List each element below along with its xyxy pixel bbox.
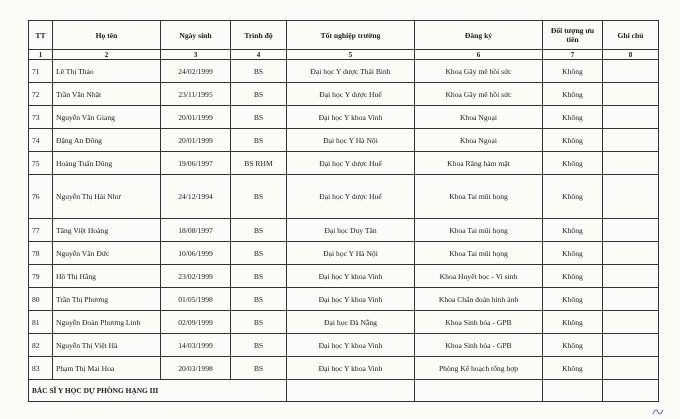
cell-register: Khoa Tai mũi họng: [415, 242, 543, 265]
cell-school: Đại học Y dược Thái Bình: [287, 60, 415, 83]
cell-tt: 73: [29, 106, 53, 129]
cell-dob: 24/12/1994: [161, 175, 231, 219]
cell-priority: Không: [543, 242, 603, 265]
header-note: Ghi chú: [603, 21, 659, 50]
cell-name: Hoàng Tuấn Dũng: [53, 152, 161, 175]
cell-register: Phòng Kế hoạch tổng hợp: [415, 357, 543, 380]
header-tt: TT: [29, 21, 53, 50]
cell-priority: Không: [543, 83, 603, 106]
cell-name: Nguyễn Văn Đức: [53, 242, 161, 265]
cell-level: BS RHM: [231, 152, 287, 175]
cell-name: Lê Thị Thảo: [53, 60, 161, 83]
table-row: [29, 334, 659, 357]
cell-note: [603, 60, 659, 83]
cell-note: [603, 311, 659, 334]
table-row: [29, 60, 659, 83]
cell-name: Trần Thị Phương: [53, 288, 161, 311]
cell-tt: 81: [29, 311, 53, 334]
cell-note: [603, 242, 659, 265]
cell-level: BS: [231, 83, 287, 106]
cell-register: Khoa Tai mũi họng: [415, 219, 543, 242]
cell-name: Nguyễn Đoàn Phương Linh: [53, 311, 161, 334]
table-row: [29, 357, 659, 380]
header-row: [29, 21, 659, 50]
cell-dob: 18/08/1997: [161, 219, 231, 242]
cell-register: Khoa Sinh hóa - GPB: [415, 334, 543, 357]
cell-name: Hồ Thị Hằng: [53, 265, 161, 288]
cell-priority: Không: [543, 60, 603, 83]
empty-cell: [415, 380, 543, 402]
cell-note: [603, 175, 659, 219]
table-row: [29, 175, 659, 219]
cell-level: BS: [231, 129, 287, 152]
cell-school: Đại học Y dược Huế: [287, 83, 415, 106]
header-register: Đăng ký: [415, 21, 543, 50]
cell-school: Đại học Y dược Huế: [287, 175, 415, 219]
cell-register: Khoa Sinh hóa - GPB: [415, 311, 543, 334]
cell-note: [603, 288, 659, 311]
cell-register: Khoa Chẩn đoán hình ảnh: [415, 288, 543, 311]
cell-dob: 19/06/1997: [161, 152, 231, 175]
col-number: 1: [29, 50, 53, 60]
cell-note: [603, 152, 659, 175]
table-row: [29, 242, 659, 265]
cell-dob: 23/02/1999: [161, 265, 231, 288]
cell-school: Đại học Y dược Huế: [287, 152, 415, 175]
section-title: BÁC SĨ Y HỌC DỰ PHÒNG HẠNG III: [29, 380, 287, 402]
cell-priority: Không: [543, 152, 603, 175]
cell-tt: 78: [29, 242, 53, 265]
cell-level: BS: [231, 311, 287, 334]
col-number: 5: [287, 50, 415, 60]
empty-cell: [543, 380, 603, 402]
cell-note: [603, 334, 659, 357]
cell-name: Nguyễn Thị Hải Như: [53, 175, 161, 219]
cell-tt: 83: [29, 357, 53, 380]
cell-dob: 20/01/1999: [161, 106, 231, 129]
cell-dob: 14/03/1999: [161, 334, 231, 357]
cell-level: BS: [231, 265, 287, 288]
cell-note: [603, 265, 659, 288]
table-row: [29, 265, 659, 288]
col-number: 7: [543, 50, 603, 60]
cell-level: BS: [231, 106, 287, 129]
cell-register: Khoa Gây mê hồi sức: [415, 83, 543, 106]
cell-dob: 20/01/1999: [161, 129, 231, 152]
empty-cell: [287, 380, 415, 402]
cell-name: Phạm Thị Mai Hoa: [53, 357, 161, 380]
table-row: [29, 311, 659, 334]
cell-priority: Không: [543, 334, 603, 357]
cell-name: Nguyễn Thị Việt Hà: [53, 334, 161, 357]
header-school: Tốt nghiệp trường: [287, 21, 415, 50]
section-row: [29, 380, 659, 402]
cell-school: Đại học Đà Nẵng: [287, 311, 415, 334]
cell-name: Đặng An Đông: [53, 129, 161, 152]
handwritten-mark: [652, 408, 664, 416]
cell-priority: Không: [543, 106, 603, 129]
cell-level: BS: [231, 175, 287, 219]
cell-school: Đại học Y khoa Vinh: [287, 334, 415, 357]
candidate-table: [28, 20, 659, 402]
cell-priority: Không: [543, 288, 603, 311]
cell-register: Khoa Ngoại: [415, 129, 543, 152]
cell-level: BS: [231, 288, 287, 311]
empty-cell: [603, 380, 659, 402]
cell-register: Khoa Huyết học - Vi sinh: [415, 265, 543, 288]
cell-level: BS: [231, 60, 287, 83]
cell-level: BS: [231, 242, 287, 265]
header-name: Họ tên: [53, 21, 161, 50]
table-row: [29, 129, 659, 152]
col-number: 2: [53, 50, 161, 60]
cell-tt: 76: [29, 175, 53, 219]
cell-note: [603, 83, 659, 106]
cell-school: Đại học Duy Tân: [287, 219, 415, 242]
col-number: 8: [603, 50, 659, 60]
cell-school: Đại học Y Hà Nội: [287, 129, 415, 152]
cell-note: [603, 357, 659, 380]
header-level: Trình độ: [231, 21, 287, 50]
table-row: [29, 152, 659, 175]
cell-tt: 79: [29, 265, 53, 288]
cell-level: BS: [231, 357, 287, 380]
cell-priority: Không: [543, 311, 603, 334]
header-dob: Ngày sinh: [161, 21, 231, 50]
cell-level: BS: [231, 219, 287, 242]
cell-register: Khoa Tai mũi họng: [415, 175, 543, 219]
table-row: [29, 106, 659, 129]
cell-school: Đại học Y khoa Vinh: [287, 106, 415, 129]
cell-priority: Không: [543, 175, 603, 219]
header-priority: Đối tượng ưu tiên: [543, 21, 603, 50]
cell-priority: Không: [543, 129, 603, 152]
cell-dob: 23/11/1995: [161, 83, 231, 106]
cell-school: Đại học Y khoa Vinh: [287, 265, 415, 288]
col-number: 3: [161, 50, 231, 60]
cell-priority: Không: [543, 265, 603, 288]
col-number: 6: [415, 50, 543, 60]
cell-level: BS: [231, 334, 287, 357]
cell-name: Tăng Việt Hoàng: [53, 219, 161, 242]
cell-name: Trần Văn Nhật: [53, 83, 161, 106]
cell-dob: 20/03/1998: [161, 357, 231, 380]
table-row: [29, 83, 659, 106]
cell-school: Đại học Y khoa Vinh: [287, 288, 415, 311]
cell-tt: 80: [29, 288, 53, 311]
cell-dob: 02/09/1999: [161, 311, 231, 334]
cell-note: [603, 106, 659, 129]
cell-note: [603, 129, 659, 152]
cell-dob: 01/05/1998: [161, 288, 231, 311]
column-number-row: [29, 50, 659, 60]
cell-tt: 74: [29, 129, 53, 152]
cell-dob: 24/02/1999: [161, 60, 231, 83]
cell-priority: Không: [543, 357, 603, 380]
cell-register: Khoa Ngoại: [415, 106, 543, 129]
cell-tt: 75: [29, 152, 53, 175]
cell-tt: 77: [29, 219, 53, 242]
cell-priority: Không: [543, 219, 603, 242]
table-row: [29, 288, 659, 311]
cell-tt: 72: [29, 83, 53, 106]
table-row: [29, 219, 659, 242]
cell-register: Khoa Gây mê hồi sức: [415, 60, 543, 83]
cell-dob: 10/06/1999: [161, 242, 231, 265]
cell-name: Nguyễn Văn Giang: [53, 106, 161, 129]
cell-note: [603, 219, 659, 242]
cell-tt: 82: [29, 334, 53, 357]
col-number: 4: [231, 50, 287, 60]
cell-tt: 71: [29, 60, 53, 83]
cell-school: Đại học Y khoa Vinh: [287, 357, 415, 380]
cell-school: Đại học Y Hà Nội: [287, 242, 415, 265]
cell-register: Khoa Răng hàm mặt: [415, 152, 543, 175]
